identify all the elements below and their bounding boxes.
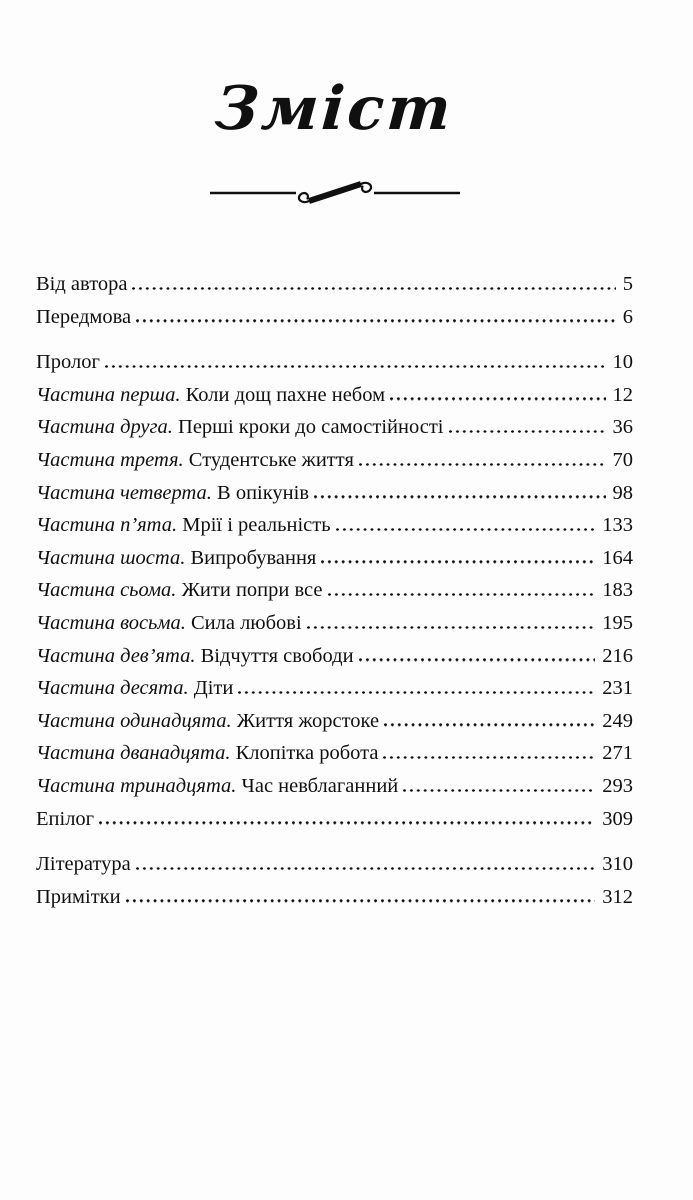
toc-entry-label: [36, 477, 309, 510]
toc-entry: [36, 640, 633, 673]
toc-entry-leader-dots: [105, 365, 606, 368]
toc-entry-title: Сила любові: [190, 611, 302, 634]
toc-entry-prefix: Частина перша.: [36, 383, 186, 406]
toc-entry-leader-dots: [136, 319, 616, 322]
toc-entry-label: [36, 672, 233, 705]
toc-entry-label: [36, 607, 302, 640]
toc-entry-title: Література: [36, 853, 131, 876]
toc-entry-title: Епілог: [36, 807, 95, 830]
toc-entry-prefix: Частина сьома.: [36, 579, 182, 602]
toc-entry-leader-dots: [328, 593, 596, 596]
toc-entry-title: Студентське життя: [188, 448, 354, 471]
toc-entry-title: Передмова: [36, 305, 132, 328]
toc-entry-page: 293: [602, 774, 633, 797]
toc-entry: [36, 542, 633, 575]
toc-entry-page: 36: [612, 416, 633, 439]
toc-entry-label: [36, 640, 354, 673]
toc-entry-leader-dots: [359, 463, 606, 466]
toc-entry: [36, 803, 633, 836]
toc-entry-title: Коли дощ пахне небом: [185, 383, 386, 406]
toc-entry: [36, 574, 633, 607]
toc-entry-leader-dots: [99, 821, 595, 824]
toc-entry-label: [36, 848, 131, 881]
toc-entry-prefix: Частина друга.: [36, 416, 179, 439]
toc-entry-prefix: Частина десята.: [36, 677, 194, 700]
toc-entry: [36, 770, 633, 803]
toc-entry-label: [36, 509, 331, 542]
toc-entry: [36, 379, 633, 412]
toc-entry-prefix: Частина шоста.: [36, 546, 191, 569]
toc: [36, 268, 633, 913]
toc-entry-page: 164: [602, 546, 633, 569]
toc-entry-label: [36, 444, 354, 477]
toc-entry-label: [36, 803, 94, 836]
toc-entry: [36, 444, 633, 477]
toc-entry: [36, 737, 633, 770]
toc-entry-title: Клопітка робота: [235, 742, 379, 765]
toc-group: [36, 346, 633, 835]
toc-entry-page: 231: [602, 677, 633, 700]
toc-entry-prefix: Частина четверта.: [36, 481, 218, 504]
toc-entry-page: 271: [602, 742, 633, 765]
toc-entry: [36, 705, 633, 738]
toc-entry: [36, 411, 633, 444]
toc-entry-prefix: Частина дев’ята.: [36, 644, 201, 667]
toc-entry-prefix: Частина восьма.: [36, 611, 191, 634]
toc-entry: [36, 477, 633, 510]
toc-entry-leader-dots: [403, 789, 595, 792]
toc-entry-label: [36, 301, 131, 334]
toc-entry-page: 70: [612, 448, 633, 471]
toc-entry-label: [36, 574, 323, 607]
toc-entry-leader-dots: [383, 756, 595, 759]
toc-entry-label: [36, 411, 444, 444]
toc-entry-page: 195: [602, 611, 633, 634]
toc-group: [36, 848, 633, 913]
toc-entry: [36, 881, 633, 914]
toc-entry-page: 183: [602, 579, 633, 602]
section-divider: [36, 176, 633, 208]
toc-entry-prefix: Частина дванадцята.: [36, 742, 236, 765]
toc-entry-leader-dots: [390, 397, 605, 400]
toc-entry: [36, 268, 633, 301]
toc-entry-page: 5: [622, 273, 633, 295]
toc-entry-prefix: Частина п’ята.: [36, 514, 183, 537]
toc-entry-leader-dots: [126, 899, 596, 902]
toc-entry-prefix: Частина тринадцята.: [36, 774, 242, 797]
toc-entry-label: [36, 268, 127, 301]
toc-entry-prefix: Частина третя.: [36, 448, 189, 471]
toc-entry-title: Відчуття свободи: [200, 644, 354, 667]
toc-entry: [36, 672, 633, 705]
toc-entry-label: [36, 705, 379, 738]
toc-entry: [36, 607, 633, 640]
toc-entry-leader-dots: [321, 560, 595, 563]
toc-entry-leader-dots: [307, 626, 596, 629]
toc-entry-leader-dots: [336, 528, 596, 531]
toc-entry-title: В опікунів: [217, 481, 310, 504]
toc-entry-label: [36, 881, 121, 914]
toc-entry-title: Пролог: [36, 351, 100, 374]
toc-entry-leader-dots: [359, 658, 596, 661]
toc-entry-leader-dots: [314, 495, 605, 498]
toc-entry-page: 312: [602, 885, 633, 908]
toc-entry: [36, 509, 633, 542]
toc-entry-leader-dots: [384, 723, 595, 726]
toc-entry-label: [36, 770, 398, 803]
toc-entry-title: Мрії і реальність: [182, 514, 331, 537]
toc-entry-label: [36, 542, 316, 575]
toc-entry-title: Від автора: [36, 273, 128, 295]
toc-entry-leader-dots: [449, 430, 606, 433]
toc-entry: [36, 346, 633, 379]
toc-entry-label: [36, 737, 378, 770]
toc-entry-page: 133: [602, 514, 633, 537]
calligraphic-swash-divider-icon: [210, 176, 460, 208]
toc-entry-leader-dots: [136, 867, 595, 870]
toc-entry-label: [36, 379, 385, 412]
toc-entry-page: 10: [612, 351, 633, 374]
toc-entry-title: Випробування: [190, 546, 317, 569]
toc-entry-page: 6: [622, 305, 633, 328]
toc-entry-title: Діти: [193, 677, 234, 700]
toc-group: [36, 268, 633, 333]
toc-entry-leader-dots: [238, 691, 595, 694]
toc-entry: [36, 848, 633, 881]
toc-entry-page: 309: [602, 807, 633, 830]
toc-entry: [36, 301, 633, 334]
toc-entry-title: Перші кроки до самостійності: [178, 416, 444, 439]
toc-entry-page: 216: [602, 644, 633, 667]
toc-entry-title: Примітки: [36, 885, 121, 908]
toc-entry-title: Час невблаганний: [241, 774, 399, 797]
toc-entry-title: Жити попри все: [181, 579, 323, 602]
toc-entry-title: Життя жорстоке: [236, 709, 380, 732]
page-title: Зміст: [212, 74, 457, 144]
toc-entry-prefix: Частина одинадцята.: [36, 709, 237, 732]
toc-entry-page: 310: [602, 853, 633, 876]
toc-entry-page: 98: [612, 481, 633, 504]
toc-entry-leader-dots: [132, 287, 615, 290]
toc-entry-label: [36, 346, 100, 379]
toc-entry-page: 249: [602, 709, 633, 732]
toc-entry-page: 12: [612, 383, 633, 406]
